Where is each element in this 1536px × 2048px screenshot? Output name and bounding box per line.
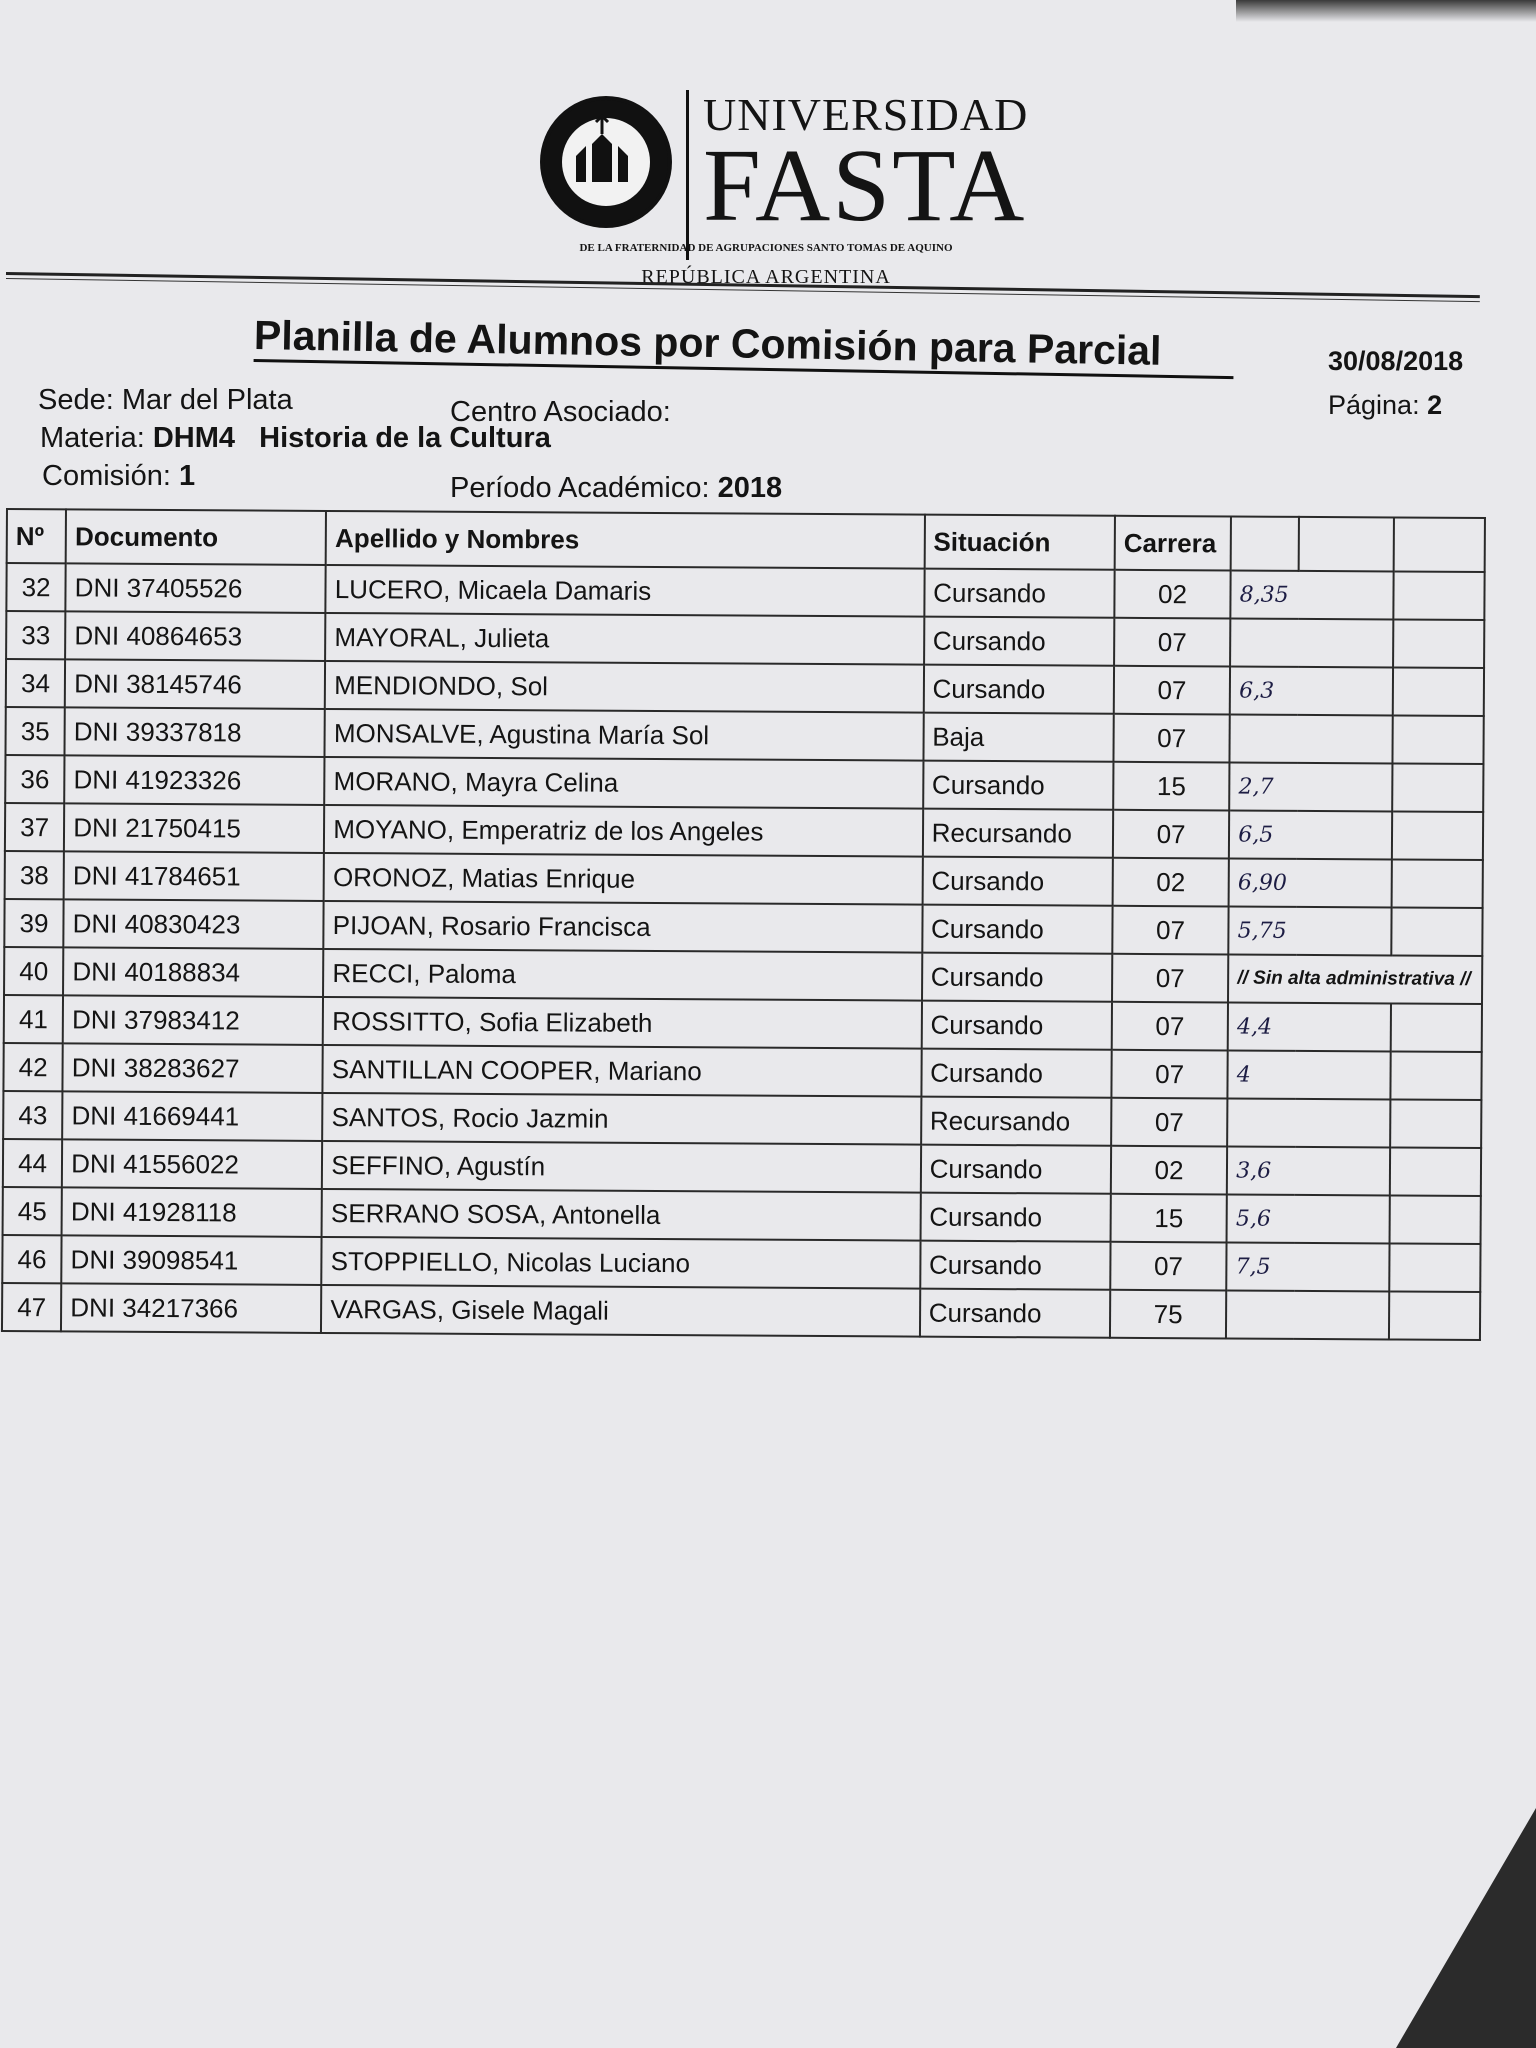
row-grade-handwritten: 5,75 [1229,906,1392,955]
sede-label: Sede: [38,384,114,416]
row-number: 33 [6,611,65,659]
letterhead [0,90,1536,290]
brand-top-text: UNIVERSIDAD [703,89,1029,140]
brand-country: REPÚBLICA ARGENTINA [641,266,891,288]
row-grade-handwritten [1226,1290,1389,1339]
row-apellido-nombres: MENDIONDO, Sol [325,661,924,713]
row-apellido-nombres: SEFFINO, Agustín [322,1141,921,1193]
row-grade-empty [1392,715,1483,764]
row-apellido-nombres: SERRANO SOSA, Antonella [322,1189,921,1241]
brand-wordmark [686,89,1029,260]
brand-main-text: FASTA [703,128,1027,243]
row-documento: DNI 37405526 [66,563,326,613]
row-grade-empty [1391,907,1482,956]
row-number: 35 [5,707,64,755]
row-situacion: Cursando [923,761,1114,810]
row-grade-handwritten: 5,6 [1227,1194,1390,1243]
row-situacion: Cursando [920,1241,1111,1290]
row-number: 39 [4,899,63,947]
row-documento: DNI 37983412 [63,995,323,1045]
row-situacion: Cursando [922,953,1113,1002]
row-situacion: Cursando [924,617,1115,666]
row-number: 43 [3,1091,62,1139]
row-documento: DNI 38283627 [63,1043,323,1093]
row-carrera: 07 [1112,906,1229,955]
row-carrera: 02 [1111,1146,1228,1195]
row-grade-empty [1390,1099,1481,1148]
row-grade-empty [1390,1051,1481,1100]
row-carrera: 02 [1114,570,1231,619]
page-title: Planilla de Alumnos por Comisión para Parcial [254,312,1235,379]
header-carrera: Carrera [1115,516,1232,571]
row-situacion: Cursando [920,1145,1111,1194]
row-grade-empty [1393,667,1484,716]
row-apellido-nombres: MOYANO, Emperatriz de los Angeles [324,805,923,857]
row-grade-empty [1393,571,1484,620]
header-documento: Documento [66,509,326,565]
row-documento: DNI 41784651 [64,851,324,901]
row-situacion: Cursando [921,1001,1112,1050]
row-apellido-nombres: ROSSITTO, Sofia Elizabeth [323,997,922,1049]
materia-field [40,422,551,455]
row-carrera: 07 [1112,954,1229,1003]
comision-field [42,460,195,493]
row-grade-handwritten [1230,714,1393,763]
brand-subtitle: DE LA FRATERNIDAD DE AGRUPACIONES SANTO TOMAS DE AQUINO [579,242,953,254]
row-carrera: 07 [1111,1098,1228,1147]
row-grade-empty [1391,1003,1482,1052]
row-notice: // Sin alta administrativa // [1228,954,1482,1004]
row-documento: DNI 39098541 [61,1235,321,1285]
photo-shadow-top [1236,0,1536,22]
row-grade-empty [1393,619,1484,668]
row-apellido-nombres: PIJOAN, Rosario Francisca [324,901,923,953]
row-carrera: 02 [1113,858,1230,907]
comision-value: 1 [179,460,196,492]
row-situacion: Recursando [923,809,1114,858]
sede-value: Mar del Plata [121,384,293,416]
row-number: 44 [3,1139,62,1187]
row-number: 37 [5,803,64,851]
row-documento: DNI 40188834 [63,947,323,997]
page-value: 2 [1427,390,1443,420]
row-grade-empty [1392,811,1483,860]
header-grade-2 [1299,517,1394,572]
row-grade-handwritten: 4 [1228,1050,1391,1099]
row-number: 38 [5,851,64,899]
student-table-wrapper [1,508,1486,1341]
row-situacion: Cursando [921,1049,1112,1098]
row-apellido-nombres: VARGAS, Gisele Magali [321,1285,920,1337]
row-grade-empty [1389,1291,1480,1340]
header-number: Nº [7,509,67,563]
row-grade-empty [1390,1147,1481,1196]
seal-emblem-icon [540,96,672,228]
row-grade-handwritten: 6,3 [1230,666,1393,715]
row-documento: DNI 41928118 [62,1187,322,1237]
row-number: 40 [4,947,63,995]
row-apellido-nombres: STOPPIELLO, Nicolas Luciano [322,1237,921,1289]
document-date: 30/08/2018 [1328,346,1464,376]
header-apellido-nombres: Apellido y Nombres [326,511,925,569]
row-situacion: Cursando [920,1289,1111,1338]
photo-shadow-corner [1396,1808,1536,2048]
row-documento: DNI 40864653 [65,611,325,661]
row-number: 36 [5,755,64,803]
table-row [2,1283,1480,1340]
header-situacion: Situación [924,515,1115,570]
row-situacion: Cursando [923,665,1114,714]
row-documento: DNI 34217366 [61,1283,321,1333]
row-number: 34 [6,659,65,707]
row-carrera: 15 [1110,1194,1227,1243]
row-grade-handwritten: 2,7 [1229,762,1392,811]
row-situacion: Recursando [921,1097,1112,1146]
row-grade-handwritten: 7,5 [1226,1242,1389,1291]
row-grade-empty [1392,859,1483,908]
row-situacion: Cursando [922,857,1113,906]
header-grade-3 [1394,517,1485,572]
periodo-label: Período Académico: [450,472,710,504]
row-grade-handwritten: 4,4 [1228,1002,1391,1051]
row-grade-empty [1390,1195,1481,1244]
row-documento: DNI 41669441 [62,1091,322,1141]
row-situacion: Cursando [924,569,1115,618]
row-grade-handwritten: 8,35 [1231,570,1394,619]
row-apellido-nombres: MORANO, Mayra Celina [324,757,923,809]
page-number [1328,390,1442,421]
row-carrera: 75 [1110,1290,1227,1339]
university-seal-logo [540,96,672,228]
row-carrera: 07 [1114,666,1231,715]
row-apellido-nombres: SANTILLAN COOPER, Mariano [323,1045,922,1097]
row-carrera: 07 [1113,810,1230,859]
page-label: Página: [1328,390,1420,420]
row-documento: DNI 41556022 [62,1139,322,1189]
row-grade-handwritten: 6,90 [1229,858,1392,907]
row-number: 41 [4,995,63,1043]
row-carrera: 07 [1112,1002,1229,1051]
row-carrera: 07 [1110,1242,1227,1291]
row-number: 32 [6,563,65,611]
row-grade-empty [1389,1243,1480,1292]
header-grade-1 [1231,516,1299,570]
row-documento: DNI 38145746 [65,659,325,709]
row-apellido-nombres: MAYORAL, Julieta [325,613,924,665]
row-apellido-nombres: RECCI, Paloma [323,949,922,1001]
row-carrera: 07 [1114,618,1231,667]
periodo-value: 2018 [717,472,783,504]
row-number: 42 [3,1043,62,1091]
row-situacion: Baja [923,713,1114,762]
row-grade-handwritten [1230,618,1393,667]
row-documento: DNI 21750415 [64,803,324,853]
row-documento: DNI 41923326 [64,755,324,805]
centro-label: Centro Asociado: [450,396,671,428]
row-grade-handwritten: 3,6 [1227,1146,1390,1195]
materia-name: Historia de la Cultura [259,422,551,454]
row-grade-handwritten: 6,5 [1229,810,1392,859]
periodo-field [450,472,782,505]
row-apellido-nombres: ORONOZ, Matias Enrique [324,853,923,905]
row-grade-handwritten [1227,1098,1390,1147]
materia-label: Materia: [40,422,145,454]
row-documento: DNI 39337818 [65,707,325,757]
row-grade-empty [1392,763,1483,812]
student-table [1,508,1486,1341]
row-documento: DNI 40830423 [64,899,324,949]
table-body [2,563,1485,1340]
row-carrera: 07 [1111,1050,1228,1099]
row-number: 46 [2,1235,61,1283]
table-header-row [7,509,1485,572]
row-situacion: Cursando [922,905,1113,954]
row-apellido-nombres: SANTOS, Rocio Jazmin [322,1093,921,1145]
row-apellido-nombres: LUCERO, Micaela Damaris [326,565,925,617]
comision-label: Comisión: [42,460,171,492]
row-carrera: 07 [1113,714,1230,763]
materia-code: DHM4 [152,422,235,454]
row-number: 45 [3,1187,62,1235]
sede-field [38,384,293,417]
row-apellido-nombres: MONSALVE, Agustina María Sol [325,709,924,761]
row-carrera: 15 [1113,762,1230,811]
row-situacion: Cursando [920,1193,1111,1242]
row-number: 47 [2,1283,61,1331]
